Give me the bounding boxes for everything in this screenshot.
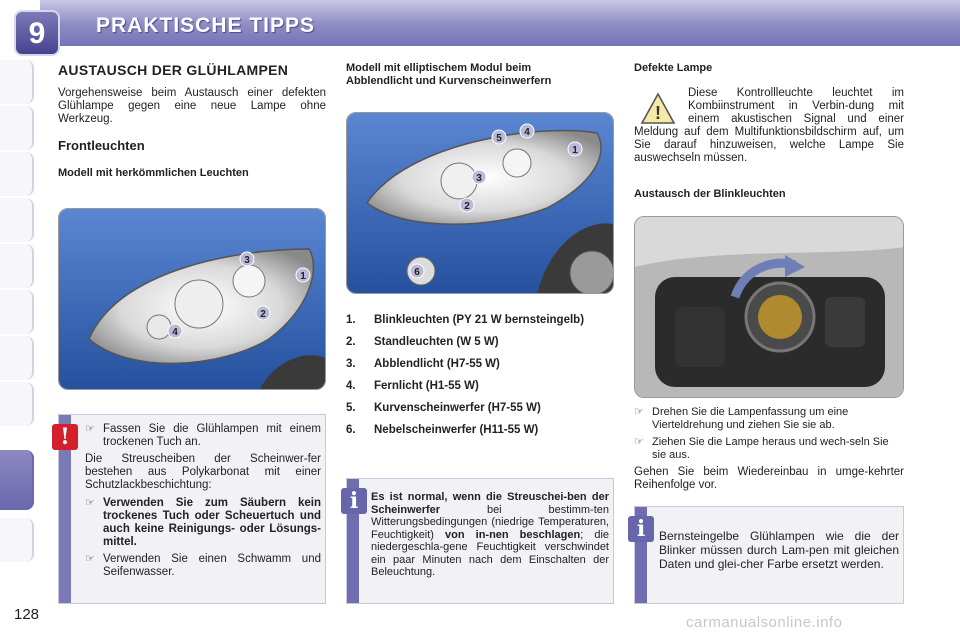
edge-tab-6[interactable]: [0, 290, 34, 334]
edge-tab-8[interactable]: [0, 382, 34, 426]
info-box-condensation: [346, 478, 614, 604]
list-item: 1. Blinkleuchten (PY 21 W bernsteingelb): [346, 314, 585, 326]
page-number: 128: [14, 606, 40, 623]
step-bullet-1: ☞ Drehen Sie die Lampenfassung um eine Vierteldrehung und ziehen Sie sie ab.: [634, 406, 849, 431]
svg-text:4: 4: [524, 127, 530, 138]
edge-tab-7[interactable]: [0, 336, 34, 380]
model-label-elliptical: Modell mit elliptischem Modul beim Abblendlicht und Kurvenscheinwerfern: [346, 62, 552, 87]
svg-text:6: 6: [414, 267, 420, 278]
column-1: [58, 62, 326, 180]
edge-tab-4[interactable]: [0, 198, 34, 242]
model-label-conventional: Modell mit herkömmlichen Leuchten: [58, 167, 249, 179]
svg-text:2: 2: [464, 201, 470, 212]
svg-text:!: !: [655, 103, 661, 123]
pointing-hand-icon: ☞: [634, 436, 644, 448]
watermark: carmanualsonline.info: [686, 614, 843, 631]
svg-text:1: 1: [572, 145, 578, 156]
warning-bullet-1: ☞ Fassen Sie die Glühlampen mit einem trockenen Tuch an.: [85, 423, 321, 448]
list-item: 5. Kurvenscheinwerfer (H7-55 W): [346, 402, 541, 414]
callout-4: [167, 323, 183, 339]
edge-tab-3[interactable]: [0, 152, 34, 196]
callout-5: [491, 129, 507, 145]
edge-tab-9-active[interactable]: [0, 450, 34, 510]
pointing-hand-icon: ☞: [85, 497, 95, 509]
svg-text:1: 1: [300, 271, 306, 282]
info-box-amber-bulbs: [634, 506, 904, 604]
section-title: AUSTAUSCH DER GLÜHLAMPEN: [58, 62, 289, 78]
list-item: 3. Abblendlicht (H7-55 W): [346, 358, 500, 370]
callout-3-label: 3: [244, 255, 250, 266]
warning-bullet-2: ☞ Verwenden Sie zum Säubern kein trockenes Tuch oder Scheuertuch und auch keine Reinigungs- oder Lösungs-mittel.: [85, 497, 321, 548]
headlamp-photo-elliptical: [346, 112, 614, 294]
pointing-hand-icon: ☞: [634, 406, 644, 418]
callout-4: [519, 123, 535, 139]
chapter-edge-tabs: [0, 60, 34, 580]
indicator-steps: [634, 406, 904, 492]
info-condensation-text: Es ist normal, wenn die Streuschei-ben der Scheinwerfer bei bestimm-ten Witterungsbedingungen (niedrige Temperaturen, Feuchtigkeit) von in-nen beschlagen; die niedergeschla-gene Feuchtigkeit verschwindet ein paar Minuten nach dem Einschalten der Beleuchtung.: [371, 491, 610, 578]
warning-bullet-3: ☞ Verwenden Sie einen Schwamm und Seifenwasser.: [85, 553, 321, 578]
column-3: [634, 62, 904, 75]
edge-tab-5[interactable]: [0, 244, 34, 288]
callout-3: [239, 251, 255, 267]
svg-text:4: 4: [172, 327, 178, 338]
subtitle-front-lights: Frontleuchten: [58, 138, 145, 153]
svg-text:5: 5: [496, 133, 502, 144]
indicator-socket-photo: [634, 216, 904, 398]
warning-box: [58, 414, 326, 604]
list-item: 6. Nebelscheinwerfer (H11-55 W): [346, 424, 539, 436]
headlamp-illustration: [59, 209, 326, 390]
headlamp-photo-conventional: [58, 208, 326, 390]
intro-text: Vorgehensweise beim Austausch einer defekten Glühlampe gegen eine neue Lampe ohne Werkzeug.: [58, 87, 326, 125]
indicator-socket-illustration: [635, 217, 904, 398]
warning-paragraph: Die Streuscheiben der Scheinwer-fer bestehen aus Polykarbonat mit einer Schutzlackbeschichtung:: [85, 453, 321, 491]
page-title: PRAKTISCHE TIPPS: [96, 14, 316, 37]
callout-6: [409, 263, 425, 279]
svg-text:3: 3: [476, 173, 482, 184]
info-icon: i: [341, 488, 367, 514]
defect-lamp-title: Defekte Lampe: [634, 62, 713, 74]
defect-lamp-text: Diese Kontrollleuchte leuchtet im Kombiinstrument in Verbin-dung mit einem akustischen Signal und einer Meldung auf dem Multifunktionsbildschirm auf, um Sie darauf hinzuweisen, welche Lampe Sie auswechseln müssen.: [634, 87, 904, 164]
pointing-hand-icon: ☞: [85, 553, 95, 565]
callout-2: [255, 305, 271, 321]
callout-1: [567, 141, 583, 157]
indicator-replacement-title: Austausch der Blinkleuchten: [634, 188, 786, 200]
edge-tab-10[interactable]: [0, 518, 34, 562]
svg-text:2: 2: [260, 309, 266, 320]
callout-3: [471, 169, 487, 185]
chapter-tab[interactable]: [14, 10, 60, 56]
callout-2: [459, 197, 475, 213]
edge-tab-2[interactable]: [0, 106, 34, 150]
edge-tab-1[interactable]: [0, 60, 34, 104]
bulb-list: [346, 314, 614, 446]
list-item: 2. Standleuchten (W 5 W): [346, 336, 499, 348]
pointing-hand-icon: ☞: [85, 423, 95, 435]
list-item: 4. Fernlicht (H1-55 W): [346, 380, 479, 392]
callout-1: [295, 267, 311, 283]
step-bullet-2: ☞ Ziehen Sie die Lampe heraus und wech-seln Sie sie aus.: [634, 436, 889, 461]
chapter-number: 9: [28, 17, 46, 50]
column-2: [346, 62, 614, 88]
info-icon: i: [628, 516, 654, 542]
warning-exclamation-icon: !: [52, 424, 78, 450]
reassembly-text: Gehen Sie beim Wiedereinbau in umge-kehrter Reihenfolge vor.: [634, 466, 904, 491]
info-amber-text: Bernsteingelbe Glühlampen wie die der Blinker müssen durch Lam-pen mit gleichen Daten und glei-cher Farbe ersetzt werden.: [659, 529, 899, 571]
